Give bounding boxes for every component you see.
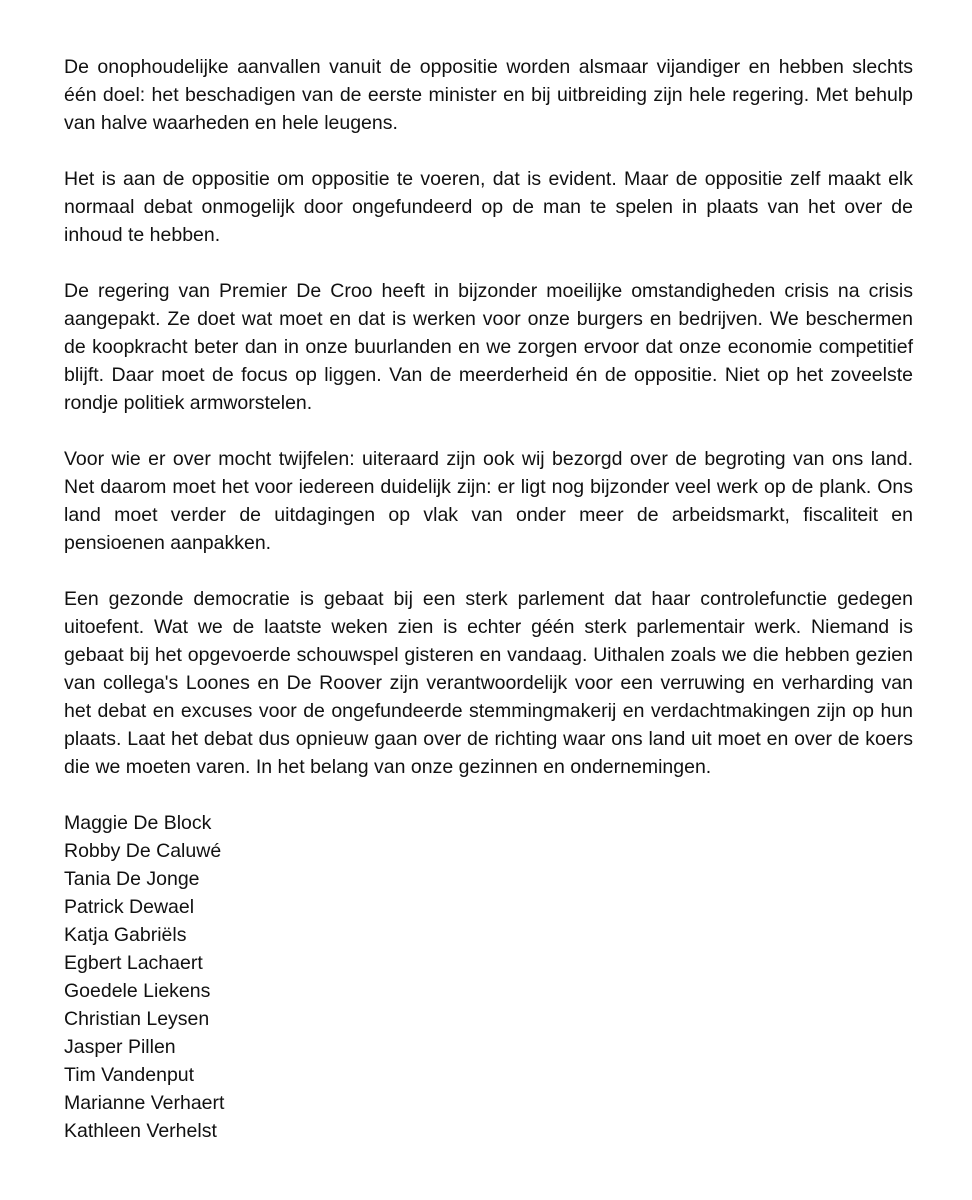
signatory-name: Maggie De Block xyxy=(64,812,212,834)
signatory-name: Katja Gabriëls xyxy=(64,924,187,946)
signatory-list xyxy=(64,809,913,1145)
paragraph-5: Een gezonde democratie is gebaat bij een sterk parlement dat haar controlefunctie gedegen uitoefent. Wat we de laatste weken zien is echter géén sterk parlementair werk. Niemand is gebaat bij het opgevoerde schouwspel gisteren en vandaag. Uithalen zoals we die hebben gezien van collega's Loones en De Roover zijn verantwoordelijk voor een verruwing en verharding van het debat en excuses voor de ongefundeerde stemmingmakerij en verdachtmakingen zijn op hun plaats. Laat het debat dus opnieuw gaan over de richting waar ons land uit moet en over de koers die we moeten varen. In het belang van onze gezinnen en ondernemingen. xyxy=(64,588,913,778)
signatory-name: Christian Leysen xyxy=(64,1008,210,1030)
signatory-name: Tim Vandenput xyxy=(64,1064,195,1086)
signatory-name: Patrick Dewael xyxy=(64,896,195,918)
paragraph-4: Voor wie er over mocht twijfelen: uiteraard zijn ook wij bezorgd over de begroting van ons land. Net daarom moet het voor iedereen duidelijk zijn: er ligt nog bijzonder veel werk op de plank. Ons land moet verder de uitdagingen op vlak van onder meer de arbeidsmarkt, fiscaliteit en pensioenen aanpakken. xyxy=(64,448,913,554)
signatory-name: Jasper Pillen xyxy=(64,1036,176,1058)
signatory-name: Marianne Verhaert xyxy=(64,1092,225,1114)
signatory-name: Goedele Liekens xyxy=(64,980,211,1002)
signatory-name: Egbert Lachaert xyxy=(64,952,203,974)
paragraph-2: Het is aan de oppositie om oppositie te voeren, dat is evident. Maar de oppositie zelf maakt elk normaal debat onmogelijk door ongefundeerd op de man te spelen in plaats van het over de inhoud te hebben. xyxy=(64,168,913,246)
signatory-name: Robby De Caluwé xyxy=(64,840,222,862)
signatory-name: Tania De Jonge xyxy=(64,868,200,890)
paragraph-3: De regering van Premier De Croo heeft in bijzonder moeilijke omstandigheden crisis na crisis aangepakt. Ze doet wat moet en dat is werken voor onze burgers en bedrijven. We beschermen de koopkracht beter dan in onze buurlanden en we zorgen ervoor dat onze economie competitief blijft. Daar moet de focus op liggen. Van de meerderheid én de oppositie. Niet op het zoveelste rondje politiek armworstelen. xyxy=(64,280,913,414)
paragraph-1: De onophoudelijke aanvallen vanuit de oppositie worden alsmaar vijandiger en hebben slechts één doel: het beschadigen van de eerste minister en bij uitbreiding zijn hele regering. Met behulp van halve waarheden en hele leugens. xyxy=(64,56,913,134)
signatory-name: Kathleen Verhelst xyxy=(64,1120,217,1142)
document-body xyxy=(64,53,913,1145)
